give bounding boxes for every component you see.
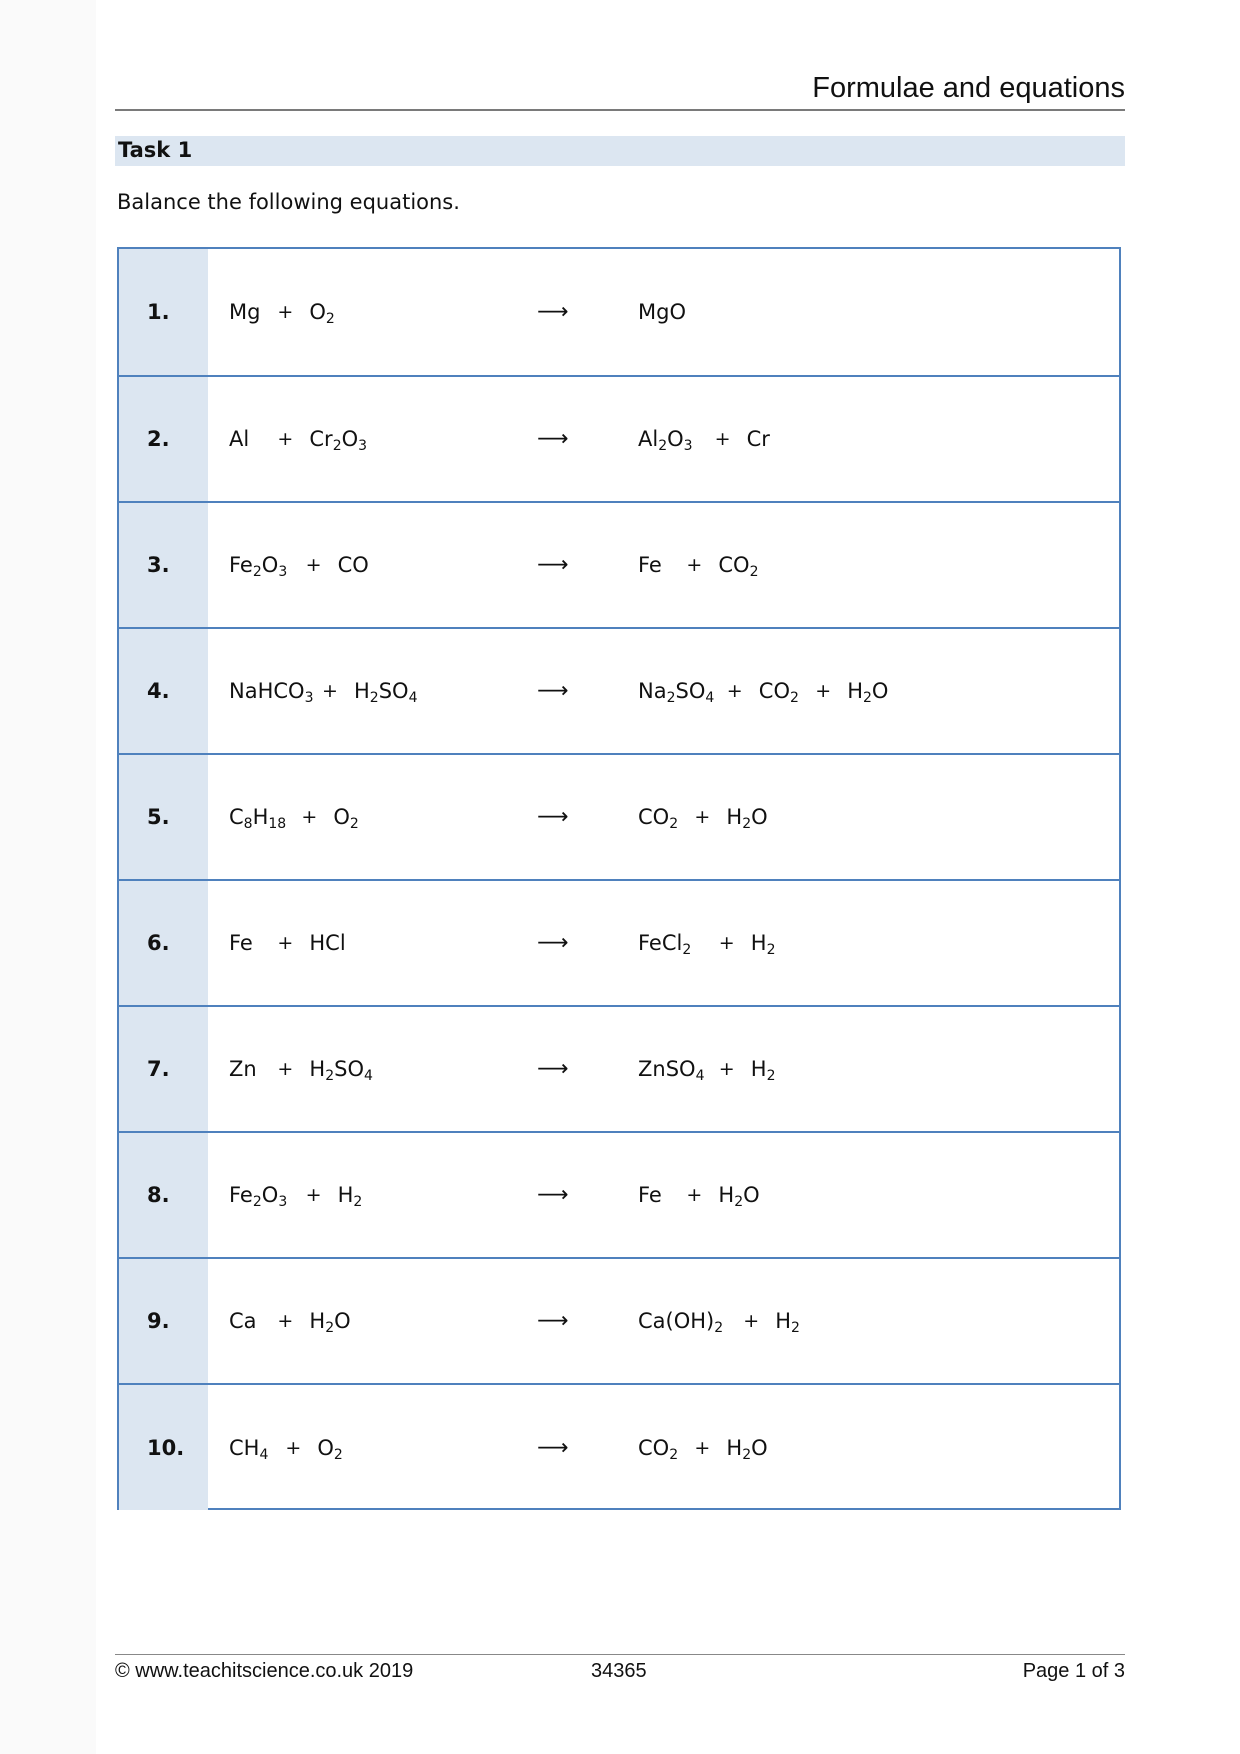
formula-symbol: Cr — [746, 427, 770, 451]
formula-symbol: CH — [229, 1435, 260, 1460]
formula-symbol: H — [750, 931, 767, 955]
formula-term — [229, 1057, 257, 1081]
task-label: Task 1 — [118, 138, 193, 162]
reaction-arrow: ⟶ — [537, 1435, 569, 1460]
equation-number: 8. — [147, 1183, 170, 1207]
formula-subscript: 3 — [358, 438, 368, 454]
page-margin-strip — [0, 0, 96, 1754]
formula-symbol: CO — [758, 679, 790, 703]
formula-symbol: MgO — [638, 300, 686, 324]
formula-term — [309, 300, 335, 327]
plus-sign: + — [718, 1058, 735, 1080]
formula-term — [229, 1309, 257, 1333]
equation-row — [119, 375, 1119, 501]
plus-sign: + — [277, 932, 294, 954]
plus-sign: + — [686, 554, 703, 576]
equation-number-cell — [119, 1007, 208, 1131]
formula-symbol: CO — [638, 805, 670, 829]
formula-subscript: 2 — [349, 816, 359, 832]
formula-symbol: Fe — [638, 1183, 662, 1207]
formula-term — [337, 1183, 363, 1210]
formula-subscript: 2 — [862, 690, 872, 706]
equation-number-cell — [119, 1133, 208, 1257]
reaction-arrow: ⟶ — [537, 804, 569, 830]
formula-symbol: SO — [378, 679, 409, 703]
formula-subscript: 18 — [268, 816, 287, 832]
formula-term — [229, 553, 288, 580]
equation-number: 6. — [147, 931, 170, 955]
formula-term — [229, 679, 314, 706]
plus-sign: + — [277, 1058, 294, 1080]
formula-symbol: O — [743, 1183, 760, 1207]
formula-term — [847, 679, 889, 706]
formula-symbol: Fe — [229, 553, 253, 577]
formula-term — [638, 1435, 679, 1463]
plus-sign: + — [305, 1184, 322, 1206]
formula-subscript: 2 — [669, 1446, 679, 1463]
header-divider — [115, 109, 1125, 111]
formula-symbol: O — [334, 1309, 351, 1333]
plus-sign: + — [718, 932, 735, 954]
footer-copyright: © www.teachitscience.co.uk 2019 — [115, 1660, 414, 1682]
formula-subscript: 2 — [325, 1320, 335, 1336]
formula-symbol: Ca(OH) — [638, 1309, 715, 1333]
formula-term — [638, 1057, 705, 1084]
equation-row — [119, 1005, 1119, 1131]
formula-term — [638, 931, 692, 958]
formula-symbol: Fe — [229, 1183, 253, 1207]
equation-row — [119, 879, 1119, 1005]
formula-subscript: 2 — [332, 438, 342, 454]
footer-page-number: Page 1 of 3 — [1022, 1660, 1125, 1682]
formula-subscript: 2 — [252, 564, 262, 580]
equation-row — [119, 1257, 1119, 1383]
formula-subscript: 2 — [353, 1194, 363, 1210]
formula-symbol: SO — [334, 1057, 364, 1081]
equation-number-cell — [119, 1259, 208, 1383]
equation-number-cell — [119, 755, 208, 879]
equation-row — [119, 249, 1119, 375]
plus-sign: + — [301, 806, 318, 828]
plus-sign: + — [726, 680, 743, 702]
equation-row — [119, 1131, 1119, 1257]
formula-subscript: 2 — [658, 438, 668, 454]
equation-row — [119, 501, 1119, 627]
formula-term — [638, 1183, 662, 1207]
formula-symbol: H — [750, 1057, 767, 1081]
formula-term — [718, 1183, 760, 1210]
equation-row — [119, 753, 1119, 879]
formula-term — [354, 679, 418, 706]
formula-subscript: 2 — [734, 1194, 744, 1210]
formula-symbol: Cr — [309, 427, 333, 451]
plus-sign: + — [815, 680, 832, 702]
formula-symbol: O — [261, 1183, 279, 1207]
plus-sign: + — [285, 1436, 302, 1459]
plus-sign: + — [714, 428, 731, 450]
formula-term — [309, 1057, 373, 1084]
formula-subscript: 4 — [363, 1068, 373, 1084]
formula-term — [638, 1309, 724, 1336]
formula-term — [229, 427, 249, 451]
plus-sign: + — [322, 680, 338, 702]
formula-subscript: 3 — [278, 564, 288, 580]
reaction-arrow: ⟶ — [537, 1056, 569, 1082]
formula-symbol: H — [775, 1309, 791, 1333]
plus-sign: + — [277, 1310, 294, 1332]
formula-subscript: 2 — [369, 690, 379, 706]
plus-sign: + — [305, 554, 322, 576]
formula-term — [747, 427, 770, 451]
equation-number: 7. — [147, 1057, 170, 1081]
formula-symbol: H — [252, 805, 269, 829]
task-instruction: Balance the following equations. — [117, 190, 460, 214]
equation-number-cell — [119, 1385, 208, 1510]
formula-term — [726, 1435, 768, 1463]
formula-term — [229, 931, 253, 955]
formula-symbol: SO — [675, 679, 706, 703]
formula-symbol: H — [718, 1183, 735, 1207]
formula-symbol: Al — [229, 427, 250, 451]
equation-number-cell — [119, 503, 208, 627]
formula-term — [638, 427, 693, 454]
formula-term — [229, 1183, 288, 1210]
page-title: Formulae and equations — [812, 72, 1125, 104]
formula-subscript: 4 — [695, 1068, 705, 1084]
formula-subscript: 2 — [669, 816, 679, 832]
formula-term — [309, 1309, 351, 1336]
equations-table — [117, 247, 1121, 1510]
formula-term — [333, 805, 359, 832]
equation-number: 4. — [147, 679, 170, 703]
formula-term — [317, 1435, 343, 1463]
reaction-arrow: ⟶ — [537, 1182, 569, 1208]
formula-symbol: Fe — [638, 553, 662, 577]
formula-term — [750, 931, 776, 958]
plus-sign: + — [743, 1310, 760, 1332]
formula-symbol: Na — [638, 679, 667, 703]
formula-symbol: ZnSO — [638, 1057, 696, 1081]
formula-symbol: H — [726, 1435, 743, 1460]
formula-term — [638, 553, 662, 577]
formula-term — [758, 679, 799, 706]
formula-symbol: Fe — [229, 931, 253, 955]
formula-symbol: O — [667, 427, 684, 451]
formula-subscript: 3 — [683, 438, 693, 454]
reaction-arrow: ⟶ — [537, 552, 569, 578]
formula-symbol: Ca — [229, 1309, 257, 1333]
formula-symbol: H — [309, 1309, 326, 1333]
reaction-arrow: ⟶ — [537, 426, 569, 452]
formula-subscript: 2 — [252, 1194, 262, 1210]
formula-term — [750, 1057, 776, 1084]
formula-subscript: 2 — [682, 942, 692, 958]
formula-symbol: H — [309, 1057, 326, 1081]
formula-subscript: 4 — [705, 690, 715, 706]
formula-subscript: 2 — [766, 1068, 776, 1084]
equation-number: 3. — [147, 553, 170, 577]
formula-subscript: 2 — [749, 564, 759, 580]
formula-symbol: Mg — [229, 300, 261, 324]
formula-subscript: 4 — [408, 690, 418, 706]
task-heading-bar — [115, 136, 1125, 166]
footer-resource-code: 34365 — [591, 1660, 647, 1682]
formula-subscript: 2 — [766, 942, 776, 958]
formula-symbol: H — [337, 1183, 354, 1207]
formula-term — [718, 553, 759, 580]
formula-symbol: O — [751, 805, 768, 829]
plus-sign: + — [686, 1184, 703, 1206]
reaction-arrow: ⟶ — [537, 930, 569, 956]
formula-term — [229, 1435, 269, 1463]
equation-number: 1. — [147, 300, 170, 324]
equation-row — [119, 627, 1119, 753]
equation-number: 2. — [147, 427, 170, 451]
formula-symbol: H — [847, 679, 863, 703]
formula-symbol: O — [341, 427, 359, 451]
formula-symbol: CO — [337, 553, 369, 577]
reaction-arrow: ⟶ — [537, 1308, 569, 1334]
equation-number-cell — [119, 249, 208, 375]
equation-number-cell — [119, 881, 208, 1005]
plus-sign: + — [694, 806, 711, 828]
plus-sign: + — [277, 301, 294, 323]
formula-subscript: 2 — [325, 311, 335, 327]
formula-symbol: FeCl — [638, 931, 683, 955]
formula-subscript: 2 — [325, 1068, 335, 1084]
formula-subscript: 2 — [790, 690, 799, 706]
formula-symbol: O — [871, 679, 889, 703]
formula-subscript: 3 — [278, 1194, 288, 1210]
formula-term — [338, 553, 369, 577]
formula-subscript: 3 — [304, 690, 314, 706]
formula-term — [638, 300, 686, 324]
formula-term — [638, 679, 715, 706]
formula-symbol: O — [261, 553, 279, 577]
plus-sign: + — [694, 1436, 711, 1459]
formula-symbol: Zn — [229, 1057, 257, 1081]
formula-symbol: O — [317, 1435, 334, 1460]
equation-number-cell — [119, 629, 208, 753]
formula-subscript: 2 — [333, 1446, 343, 1463]
reaction-arrow: ⟶ — [537, 299, 569, 325]
formula-term — [726, 805, 768, 832]
equation-number: 10. — [147, 1435, 185, 1460]
formula-symbol: H — [726, 805, 743, 829]
formula-subscript: 8 — [243, 816, 253, 832]
formula-symbol: CO — [718, 553, 750, 577]
formula-subscript: 2 — [742, 1446, 752, 1463]
formula-subscript: 2 — [714, 1320, 724, 1336]
formula-term — [229, 805, 287, 832]
formula-symbol: H — [354, 679, 370, 703]
formula-symbol: O — [309, 300, 326, 324]
formula-symbol: CO — [638, 1435, 670, 1460]
equation-number-cell — [119, 377, 208, 501]
equation-row — [119, 1383, 1119, 1510]
formula-subscript: 2 — [742, 816, 752, 832]
footer-divider — [115, 1654, 1125, 1655]
reaction-arrow: ⟶ — [537, 678, 569, 704]
formula-subscript: 2 — [666, 690, 676, 706]
equation-number: 5. — [147, 805, 170, 829]
formula-subscript: 2 — [790, 1320, 800, 1336]
formula-term — [309, 931, 345, 955]
formula-term — [775, 1309, 800, 1336]
formula-symbol: C — [229, 805, 244, 829]
formula-subscript: 4 — [259, 1446, 269, 1463]
formula-term — [309, 427, 368, 454]
plus-sign: + — [277, 428, 294, 450]
formula-term — [229, 300, 260, 324]
equation-number: 9. — [147, 1309, 170, 1333]
formula-symbol: O — [333, 805, 350, 829]
formula-symbol: HCl — [309, 931, 346, 955]
formula-symbol: NaHCO — [229, 679, 305, 703]
formula-symbol: Al — [638, 427, 659, 451]
formula-symbol: O — [751, 1435, 768, 1460]
formula-term — [638, 805, 679, 832]
